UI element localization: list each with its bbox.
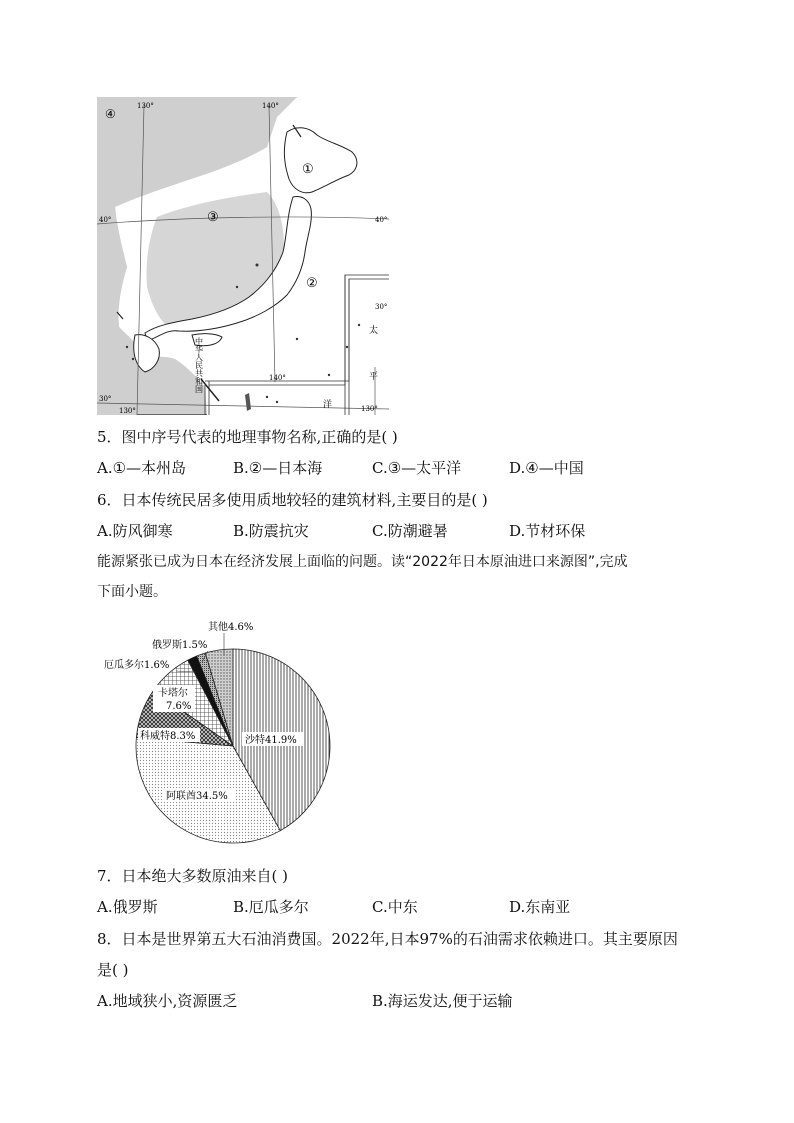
lon-130-bottom-label: 130° (119, 407, 136, 415)
q7-option-b[interactable]: B.厄瓜多尔 (233, 898, 309, 916)
lat-40-right-label: 40° (375, 216, 388, 224)
lat-30-right-label: 30° (375, 303, 388, 311)
pacific-label-tai: 太 (369, 326, 379, 336)
lon-130-top-label: 130° (137, 102, 154, 110)
pie-label-saudi: 沙特41.9% (245, 735, 297, 746)
q5-option-b[interactable]: B.②—日本海 (233, 459, 323, 477)
lon-140-top-label: 140° (262, 102, 279, 110)
question-8-stem-line-2: 是( ) (97, 961, 129, 979)
crude-oil-import-pie-chart (100, 612, 340, 858)
pie-label-kuwait: 科威特8.3% (140, 731, 196, 742)
pie-label-other: 其他4.6% (208, 622, 254, 633)
lat-30-left-label: 30° (99, 395, 112, 403)
q7-option-c[interactable]: C.中东 (372, 898, 418, 916)
question-8-stem-line-1: 8．日本是世界第五大石油消费国。2022年,日本97%的石油需求依赖进口。其主要原因 (97, 930, 678, 948)
japan-map (97, 97, 389, 415)
q6-option-d[interactable]: D.节材环保 (509, 522, 586, 540)
pie-chart-svg (100, 612, 340, 858)
lat-40-left-label: 40° (99, 216, 112, 224)
q7-option-d[interactable]: D.东南亚 (509, 898, 571, 916)
q7-option-a[interactable]: A.俄罗斯 (97, 898, 158, 916)
japan-map-svg (97, 97, 389, 415)
pie-label-uae: 阿联酋34.5% (166, 791, 228, 802)
label-3: ③ (207, 210, 219, 225)
q6-option-b[interactable]: B.防震抗灾 (233, 522, 309, 540)
lon-140-bottom-label: 140° (269, 374, 286, 382)
q5-option-d[interactable]: D.④—中国 (509, 459, 584, 477)
q6-option-a[interactable]: A.防风御寒 (97, 522, 173, 540)
china-label-vertical: 中华人民共和国 (194, 337, 204, 393)
question-6-stem: 6．日本传统民居多使用质地较轻的建筑材料,主要目的是( ) (97, 491, 488, 509)
label-2: ② (306, 276, 318, 291)
pacific-label-yang: 洋 (323, 400, 333, 410)
q8-option-a[interactable]: A.地域狭小,资源匮乏 (97, 992, 238, 1010)
map-figure-number: ④ (105, 107, 116, 121)
question-5-stem: 5．图中序号代表的地理事物名称,正确的是( ) (97, 428, 398, 446)
passage-intro-line-1: 能源紧张已成为日本在经济发展上面临的问题。读“2022年日本原油进口来源图”,完成 (97, 554, 628, 570)
pie-label-russia: 俄罗斯1.5% (152, 640, 208, 651)
q8-option-b[interactable]: B.海运发达,便于运输 (372, 992, 513, 1010)
q5-option-a[interactable]: A.①—本州岛 (97, 459, 187, 477)
lon-130-right-label: 130° (361, 405, 378, 413)
passage-intro-line-2: 下面小题。 (97, 584, 167, 600)
pie-label-qatar-value: 7.6% (166, 701, 192, 712)
question-7-stem: 7．日本绝大多数原油来自( ) (97, 867, 289, 885)
q5-option-c[interactable]: C.③—太平洋 (372, 459, 462, 477)
pie-label-qatar-name: 卡塔尔 (158, 688, 188, 699)
q6-option-c[interactable]: C.防潮避暑 (372, 522, 448, 540)
pie-label-ecuador: 厄瓜多尔1.6% (104, 660, 170, 671)
label-1: ① (302, 162, 314, 177)
pacific-label-ping: 平 (369, 372, 379, 382)
